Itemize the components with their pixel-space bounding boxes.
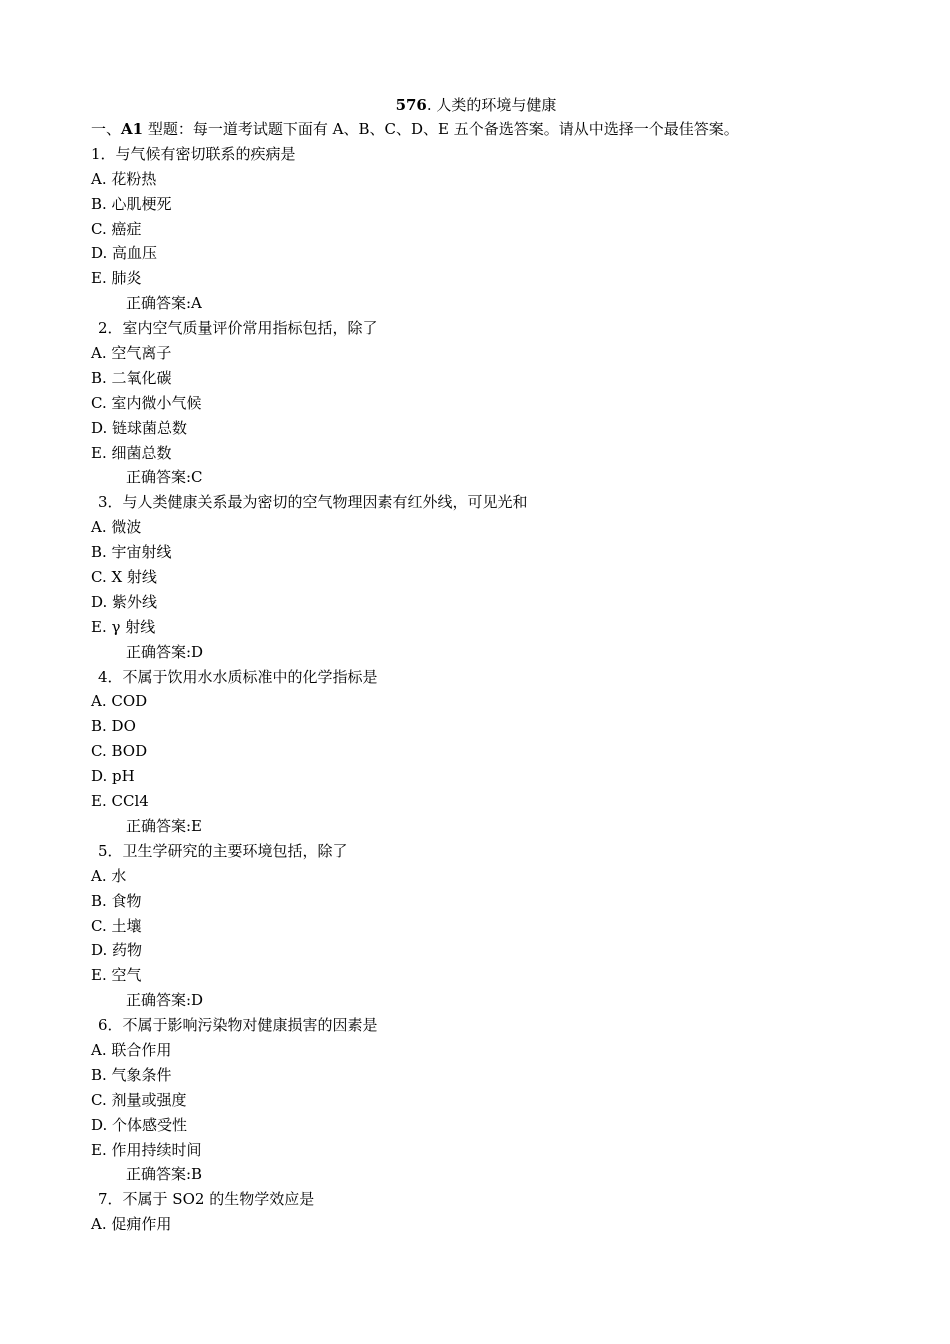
question-block	[0, 839, 950, 1013]
correct-answer: 正确答案:A	[126, 294, 202, 313]
answer-option: E. 细菌总数	[91, 443, 172, 462]
correct-answer: 正确答案:B	[126, 1165, 203, 1184]
correct-answer: 正确答案:C	[126, 468, 203, 487]
answer-option: D. 高血压	[91, 244, 158, 263]
answer-option: D. 个体感受性	[91, 1115, 188, 1134]
answer-option: D. pH	[91, 767, 135, 786]
answer-option: B. 心肌梗死	[91, 194, 172, 213]
answer-option: B. 气象条件	[91, 1065, 172, 1084]
answer-option: D. 紫外线	[91, 592, 158, 611]
question-block	[0, 490, 950, 664]
answer-option: A. 水	[91, 866, 127, 885]
answer-option: E. 肺炎	[91, 269, 142, 288]
answer-option: C. 室内微小气候	[91, 393, 202, 412]
answer-option: A. COD	[91, 692, 148, 711]
question-block	[0, 1013, 950, 1187]
instructions-text: 型题：每一道考试题下面有 A、B、C、D、E 五个备选答案。请从中选择一个最佳答案。	[143, 120, 739, 138]
answer-option: A. 花粉热	[91, 169, 157, 188]
answer-option: B. 食物	[91, 891, 142, 910]
question-block	[0, 1187, 950, 1237]
title-number: 576	[395, 96, 427, 114]
answer-option: E. CCl4	[91, 792, 149, 811]
correct-answer: 正确答案:E	[126, 816, 203, 835]
document-title	[0, 93, 950, 117]
question-stem: 7．不属于 SO2 的生物学效应是	[98, 1190, 315, 1209]
question-stem: 2．室内空气质量评价常用指标包括，除了	[98, 319, 378, 338]
answer-option: C. BOD	[91, 742, 148, 761]
correct-answer: 正确答案:D	[126, 991, 204, 1010]
question-block	[0, 316, 950, 490]
answer-option: A. 空气离子	[91, 344, 172, 363]
answer-option: C. 剂量或强度	[91, 1090, 187, 1109]
question-stem: 1．与气候有密切联系的疾病是	[91, 144, 296, 163]
answer-option: C. X 射线	[91, 568, 157, 587]
answer-option: E. 作用持续时间	[91, 1140, 202, 1159]
section-instructions	[0, 117, 950, 142]
title-text: 人类的环境与健康	[436, 96, 557, 114]
answer-option: D. 药物	[91, 941, 143, 960]
question-stem: 5．卫生学研究的主要环境包括，除了	[98, 841, 348, 860]
answer-option: B. DO	[91, 717, 136, 736]
question-stem: 3．与人类健康关系最为密切的空气物理因素有红外线，可见光和	[98, 493, 528, 512]
answer-option: B. 二氧化碳	[91, 368, 172, 387]
question-stem: 4．不属于饮用水水质标准中的化学指标是	[98, 667, 378, 686]
answer-option: C. 土壤	[91, 916, 142, 935]
question-list	[0, 142, 950, 1237]
answer-option: A. 联合作用	[91, 1040, 172, 1059]
answer-option: A. 促痈作用	[91, 1215, 172, 1234]
answer-option: D. 链球菌总数	[91, 418, 188, 437]
answer-option: C. 癌症	[91, 219, 142, 238]
question-stem: 6．不属于影响污染物对健康损害的因素是	[98, 1016, 378, 1035]
answer-option: B. 宇宙射线	[91, 543, 172, 562]
title-separator: .	[426, 96, 437, 114]
answer-option: E. 空气	[91, 966, 142, 985]
question-block	[0, 142, 950, 316]
question-type-code: A1	[121, 120, 144, 138]
question-block	[0, 665, 950, 839]
correct-answer: 正确答案:D	[126, 642, 204, 661]
answer-option: E. γ 射线	[91, 617, 156, 636]
document-page	[0, 93, 950, 1237]
answer-option: A. 微波	[91, 518, 142, 537]
section-prefix: 一、	[91, 120, 122, 138]
